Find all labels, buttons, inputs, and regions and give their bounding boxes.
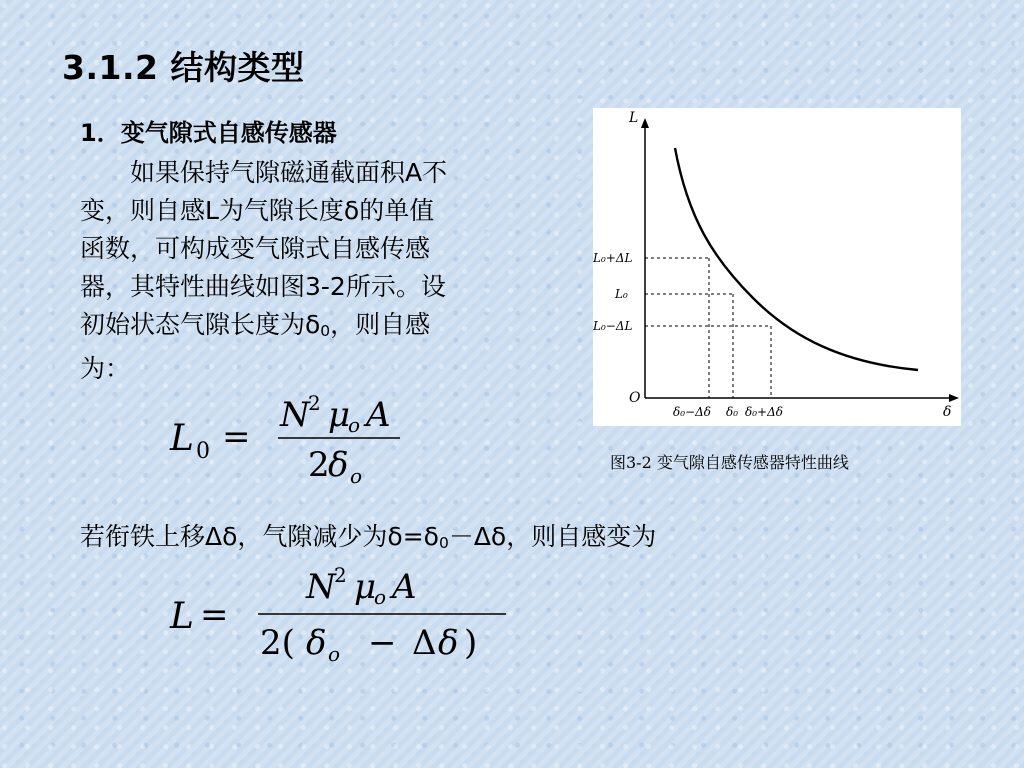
subscript: 0 (320, 322, 331, 341)
paragraph-line: 函数，可构成变气隙式自感传感 (80, 234, 431, 263)
paragraph (80, 154, 585, 388)
characteristic-curve-figure (593, 108, 961, 426)
y-tick-label: L₀−ΔL (593, 319, 633, 333)
origin-label: O (629, 390, 641, 406)
slide-title: 3.1.2 结构类型 (62, 48, 305, 87)
eq1-num-N: N (280, 395, 310, 435)
eq2-num-mu: μ (354, 567, 377, 607)
eq2-equals: = (200, 595, 229, 635)
eq1-num-sup: 2 (308, 392, 321, 415)
x-tick-label: δ₀−Δδ (673, 405, 711, 419)
paragraph-line: 器，其特性曲线如图3-2所示。设 (80, 272, 446, 301)
characteristic-chart (593, 108, 961, 426)
eq1-den-2: 2 (308, 445, 330, 485)
x-tick-label: δ₀ (726, 405, 739, 419)
sentence-text: 若衔铁上移Δδ，气隙减少为δ=δ (80, 522, 439, 551)
eq1-num-A: A (366, 395, 391, 435)
eq2-den-delta: δ (306, 623, 327, 663)
x-axis-label: δ (943, 404, 952, 420)
eq2-num-o: o (374, 585, 387, 609)
eq2-lhs: L (170, 596, 194, 637)
eq2-den-sub: o (328, 642, 341, 666)
equation-l0 (160, 392, 460, 496)
line5-text: 初始状态气隙长度为δ (80, 310, 321, 339)
paragraph-line (80, 306, 585, 350)
eq2-num-A: A (392, 567, 417, 607)
eq1-num-mu: μ (328, 395, 351, 435)
eq1-den-delta: δ (328, 445, 349, 485)
section-heading: 1．变气隙式自感传感器 (80, 119, 337, 147)
y-axis-arrow (641, 118, 649, 128)
eq1-num-o: o (348, 413, 361, 437)
eq2-num-sup: 2 (334, 563, 347, 587)
line5-tail: ，则自感 (330, 310, 431, 339)
eq1-den-o: o (350, 464, 363, 488)
eq1-lhs: L (170, 418, 194, 459)
y-axis-label: L (629, 110, 639, 126)
paragraph-line: 如果保持气隙磁通截面积A不 (80, 158, 448, 187)
eq2-den-minus: − (368, 623, 397, 663)
sentence-tail: －Δδ，则自感变为 (448, 522, 657, 551)
figure-caption: 图3-2 变气隙自感传感器特性曲线 (610, 453, 849, 472)
subscript: 0 (438, 534, 449, 553)
eq1-equals: = (222, 417, 251, 457)
paragraph-line: 变，则自感L为气隙长度δ的单值 (80, 196, 435, 225)
characteristic-curve (675, 148, 918, 370)
eq2-den-delta2: δ (438, 623, 459, 663)
eq2-den-close: ) (464, 623, 478, 663)
eq2-num-N: N (306, 567, 336, 607)
eq1-lhs-sub: 0 (196, 439, 210, 464)
x-axis-arrow (949, 394, 959, 402)
x-tick-label: δ₀+Δδ (745, 405, 783, 419)
eq2-den-lead: 2( (260, 623, 295, 663)
y-tick-label: L₀ (615, 287, 628, 301)
paragraph-line: 为： (80, 354, 131, 384)
y-tick-label: L₀+ΔL (593, 251, 633, 265)
eq2-den-Delta: Δ (412, 623, 437, 663)
equation-l (160, 562, 530, 676)
shift-sentence (80, 517, 656, 553)
